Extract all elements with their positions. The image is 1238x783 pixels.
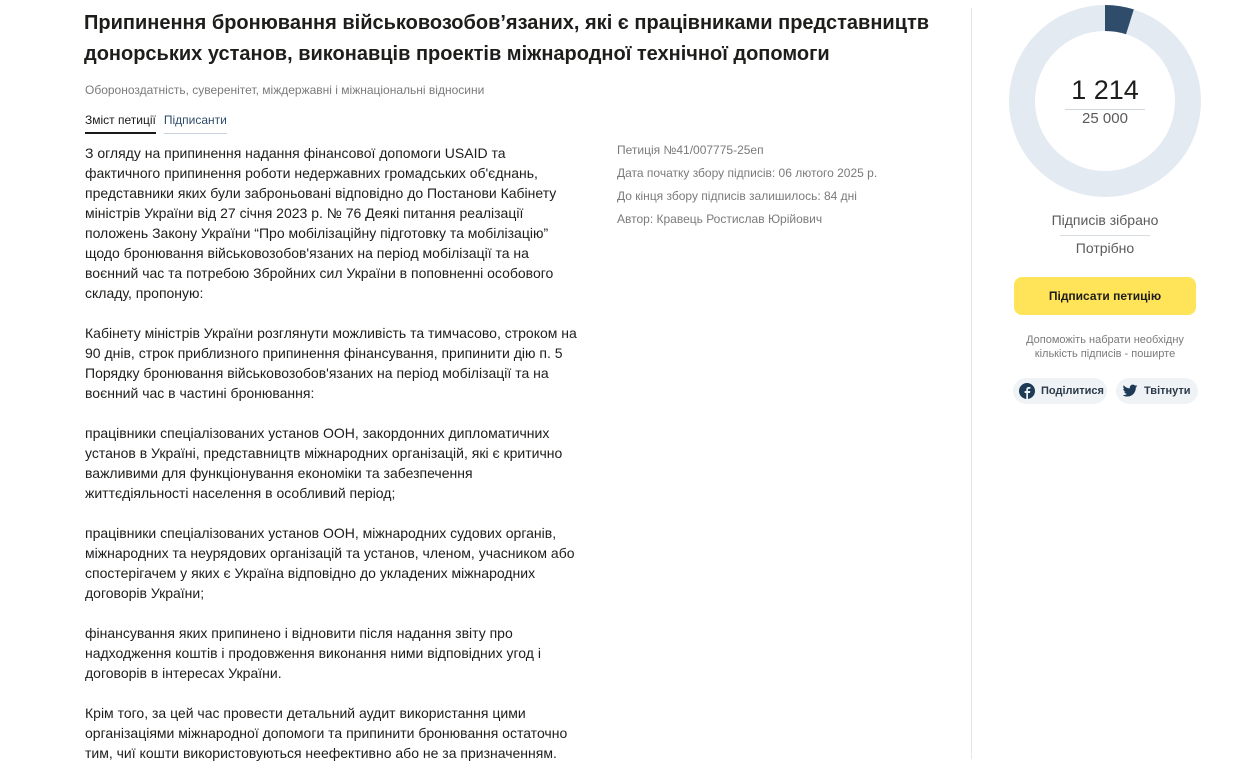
petition-tabs [85,113,235,134]
tab-signers[interactable]: Підписанти [164,113,227,134]
petition-author: Автор: Кравець Ростислав Юрійович [617,212,823,226]
petition-number: Петиція №41/007775-25еп [617,143,764,157]
petition-meta [617,143,877,235]
twitter-icon [1122,383,1138,399]
petition-paragraph: Кабінету міністрів України розглянути можливість та тимчасово, строком на 90 днів, строк приблизного припинення фінансування, припинити дію п. 5 Порядку бронювання військовозобов'язаних на період мобілізації та на воєнний час в частині бронювання: [85,325,577,401]
petition-paragraph: фінансування яких припинено і відновити після надання звіту про надходження коштів і продовження виконання ними відповідних угод і договорів в інтересах України. [85,625,541,681]
signature-progress-ring [1009,5,1201,197]
petition-paragraph: З огляду на припинення надання фінансової допомоги USAID та фактичного припинення роботи недержавних громадських об'єднань, представники яких були заброньовані відповідно до Постанови Кабінету міністрів України від 27 січня 2023 р. № 76 Деякі питання реалізації положень Закону України “Про мобілізаційну підготовку та мобілізацію” щодо бронювання військовозобов'язаних на період мобілізації та на воєнний час та потребою Збройних сил України в поповненні особового складу, пропоную: [85,145,557,301]
needed-label: Потрібно [1075,240,1135,256]
collected-label: Підписів зібрано [1051,212,1159,228]
petition-category: Обороноздатність, суверенітет, міждержавні і міжнаціональні відносини [85,83,485,97]
petition-text [85,143,577,783]
share-twitter-label: Твітнути [1144,385,1191,397]
facebook-icon [1019,383,1035,399]
petition-days-left: До кінця збору підписів залишилось: 84 дні [617,189,857,203]
petition-paragraph: Крім того, за цей час провести детальний аудит використання цими організаціями міжнародної допомоги та припинити бронювання остаточно тим, чиї кошти використовуються неефективно або не за призначенням. [85,705,568,761]
label-divider [1060,235,1150,236]
share-twitter-button[interactable] [1116,378,1198,404]
share-facebook-label: Поділитися [1041,385,1104,397]
share-facebook-button[interactable] [1013,378,1107,404]
signatures-target-count: 25 000 [1082,110,1128,127]
sign-petition-button[interactable]: Підписати петицію [1014,277,1196,315]
column-divider [971,8,972,759]
share-help-text: Допоможіть набрати необхідну кількість підписів - поширте [1026,334,1184,360]
petition-title: Припинення бронювання військовозобов’язаних, які є працівниками представництв донорських установ, виконавців проектів міжнародної технічної допомоги [84,12,930,65]
signatures-collected-count: 1 214 [1071,75,1139,105]
petition-start-date: Дата початку збору підписів: 06 лютого 2025 р. [617,166,878,180]
petition-paragraph: працівники спеціалізованих установ ООН, закордонних дипломатичних установ в Україні, представництв міжнародних організацій, які є критично важливими для функціонування економіки та забезпечення життєдіяльності населення в особливий період; [85,425,563,501]
petition-paragraph: працівники спеціалізованих установ ООН, міжнародних судових органів, міжнародних та неурядових організацій та установ, членом, учасником або спостерігачем у яких є Україна відповідно до укладених міжнародних договорів України; [85,525,575,601]
tab-petition-content[interactable]: Зміст петиції [85,113,156,134]
